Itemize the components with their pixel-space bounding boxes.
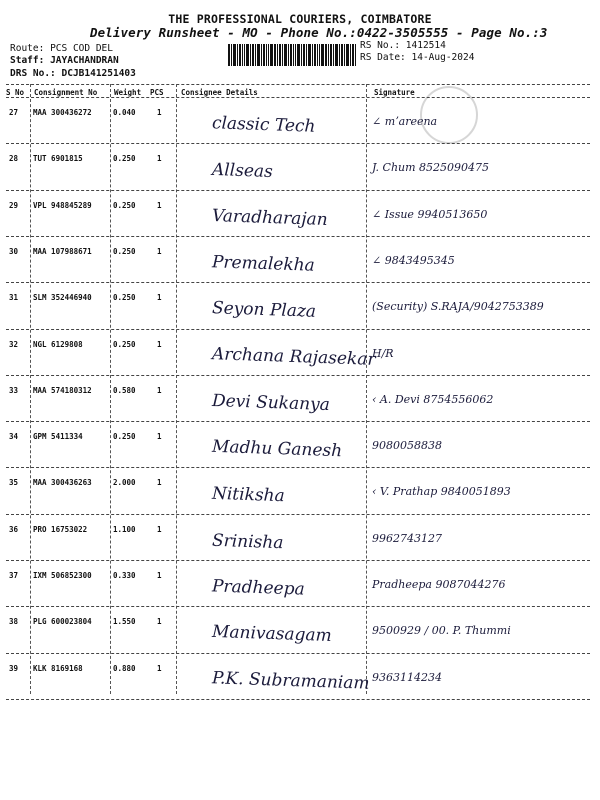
row-consignee-handwritten: Manivasagam — [211, 622, 332, 647]
row-weight: 0.250 — [113, 200, 136, 210]
row-signature: ∠ 9843495345 — [372, 253, 455, 267]
col-consignment: Consignment No — [34, 88, 98, 97]
row-pcs: 1 — [157, 663, 162, 673]
row-weight: 0.880 — [113, 663, 136, 673]
row-signature: 9363114234 — [372, 670, 442, 684]
row-weight: 2.000 — [113, 478, 136, 488]
row-divider — [6, 143, 590, 144]
row-divider — [6, 467, 590, 468]
col-consignee: Consignee Details — [181, 88, 258, 97]
row-weight: 0.250 — [113, 432, 136, 442]
row-signature: ∠ mʼareena — [372, 115, 438, 128]
row-signature: (Security) S.RAJA/9042753389 — [372, 300, 544, 314]
row-weight: 0.330 — [113, 571, 136, 580]
row-signature: ‹ A. Devi 8754556062 — [372, 392, 494, 406]
row-sno: 31 — [9, 293, 19, 303]
rs-date-line — [360, 52, 474, 63]
row-divider — [6, 560, 590, 561]
drs-value: DCJB141251403 — [61, 68, 136, 79]
row-weight: 0.250 — [113, 154, 136, 164]
row-divider — [6, 653, 590, 654]
row-weight: 0.250 — [113, 246, 136, 256]
row-pcs: 1 — [157, 154, 162, 164]
row-divider — [6, 329, 590, 330]
row-sno: 27 — [9, 108, 19, 117]
row-consignment-no: GPM 5411334 — [33, 432, 83, 442]
col-signature: Signature — [374, 88, 415, 97]
row-sno: 39 — [9, 663, 19, 673]
col-divider — [110, 84, 111, 694]
row-weight: 1.550 — [113, 617, 136, 627]
rs-no-label: RS No.: — [360, 40, 401, 51]
row-pcs: 1 — [157, 246, 162, 256]
row-sno: 35 — [9, 478, 19, 488]
runsheet-subtitle: Delivery Runsheet - MO - Phone No.:0422-3505555 - Page No.:3 — [90, 25, 548, 40]
col-divider — [366, 84, 367, 694]
row-sno: 33 — [9, 385, 19, 395]
route-label: Route: — [10, 43, 45, 54]
row-signature: ∠ Issue 9940513650 — [372, 207, 488, 221]
row-pcs: 1 — [157, 478, 162, 488]
row-sno: 38 — [9, 617, 19, 627]
row-consignment-no: TUT 6901815 — [33, 154, 83, 164]
row-divider — [6, 236, 590, 237]
row-pcs: 1 — [157, 108, 162, 117]
row-divider — [6, 421, 590, 422]
staff-label: Staff: — [10, 55, 45, 66]
row-pcs: 1 — [157, 293, 162, 303]
row-weight: 1.100 — [113, 524, 136, 534]
barcode-image — [228, 44, 356, 66]
row-consignment-no: SLM 352446940 — [33, 293, 92, 303]
row-consignee-handwritten: Archana Rajasekar — [211, 343, 376, 370]
staff-line — [10, 55, 119, 66]
row-consignment-no: PLG 600023804 — [33, 617, 92, 627]
row-sno: 28 — [9, 154, 19, 164]
row-pcs: 1 — [157, 617, 162, 627]
row-signature: ‹ V. Prathap 9840051893 — [372, 485, 511, 499]
rs-date-value: 14-Aug-2024 — [411, 52, 475, 63]
row-signature: J. Chum 8525090475 — [372, 161, 490, 175]
row-weight: 0.250 — [113, 293, 136, 303]
row-pcs: 1 — [157, 571, 162, 580]
row-consignment-no: MAA 300436272 — [33, 108, 92, 117]
row-pcs: 1 — [157, 200, 162, 210]
row-consignee-handwritten: Srinisha — [211, 530, 284, 553]
row-consignment-no: IXM 506852300 — [33, 571, 92, 580]
row-consignee-handwritten: Madhu Ganesh — [211, 436, 343, 462]
row-divider — [6, 190, 590, 191]
row-consignee-handwritten: Nitiksha — [211, 484, 286, 507]
row-weight: 0.250 — [113, 339, 136, 349]
row-consignee-handwritten: Varadharajan — [211, 205, 329, 230]
row-consignee-handwritten: P.K. Subramaniam — [211, 667, 370, 694]
drs-label: DRS No.: — [10, 68, 56, 79]
row-sno: 29 — [9, 200, 19, 210]
row-divider — [6, 699, 590, 700]
row-signature: 9080058838 — [372, 439, 442, 453]
row-consignment-no: VPL 948845289 — [33, 200, 92, 210]
row-consignment-no: PRO 16753022 — [33, 524, 88, 534]
route-line — [10, 43, 113, 54]
col-pcs: PCS — [150, 88, 164, 97]
header-top-rule — [6, 84, 590, 85]
col-sno: S No — [6, 88, 25, 97]
row-signature: 9500929 / 00. P. Thummi — [372, 624, 511, 638]
row-consignment-no: KLK 8169168 — [33, 663, 83, 673]
row-weight: 0.580 — [113, 385, 136, 395]
row-divider — [6, 282, 590, 283]
row-signature: 9962743127 — [372, 531, 442, 545]
row-sno: 32 — [9, 339, 19, 349]
header-bottom-rule — [6, 97, 590, 98]
row-consignee-handwritten: classic Tech — [211, 113, 316, 137]
row-pcs: 1 — [157, 432, 162, 442]
rs-no-line — [360, 40, 446, 51]
row-consignee-handwritten: Allseas — [211, 160, 274, 183]
staff-value: JAYACHANDRAN — [50, 55, 119, 66]
row-consignment-no: MAA 107988671 — [33, 246, 92, 256]
row-consignee-handwritten: Seyon Plaza — [211, 298, 317, 322]
rs-date-label: RS Date: — [360, 52, 406, 63]
col-weight: Weight — [114, 88, 142, 97]
row-signature: H/R — [372, 346, 394, 360]
row-pcs: 1 — [157, 339, 162, 349]
row-divider — [6, 514, 590, 515]
row-consignee-handwritten: Devi Sukanya — [211, 390, 331, 415]
row-consignee-handwritten: Premalekha — [211, 252, 316, 276]
row-consignment-no: NGL 6129808 — [33, 339, 83, 349]
row-sno: 37 — [9, 571, 19, 580]
row-signature: Pradheepa 9087044276 — [372, 578, 506, 591]
row-sno: 30 — [9, 246, 19, 256]
row-pcs: 1 — [157, 385, 162, 395]
col-divider — [176, 84, 177, 694]
row-weight: 0.040 — [113, 108, 136, 117]
col-divider — [30, 84, 31, 694]
row-consignee-handwritten: Pradheepa — [211, 576, 305, 600]
drs-line — [10, 68, 136, 79]
rs-no-value: 1412514 — [405, 40, 446, 51]
document-title: THE PROFESSIONAL COURIERS, COIMBATORE — [168, 12, 432, 26]
route-value: PCS COD DEL — [50, 43, 113, 54]
row-consignment-no: MAA 300436263 — [33, 478, 92, 488]
row-sno: 36 — [9, 524, 19, 534]
row-pcs: 1 — [157, 524, 162, 534]
row-divider — [6, 375, 590, 376]
row-divider — [6, 606, 590, 607]
row-consignment-no: MAA 574180312 — [33, 385, 92, 395]
row-sno: 34 — [9, 432, 19, 442]
